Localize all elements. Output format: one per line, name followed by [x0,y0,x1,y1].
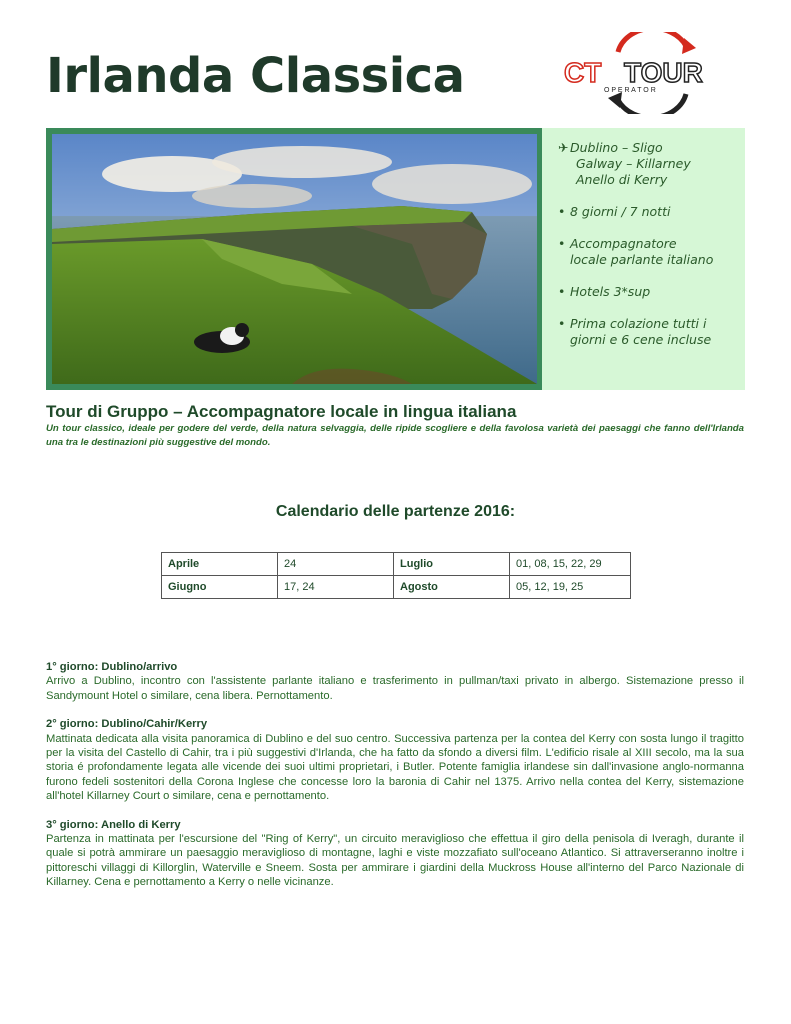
table-row [162,553,631,576]
day-title: 1° giorno: Dublino/arrivo [46,661,178,673]
table-cell: 17, 24 [278,576,394,599]
bullet-icon: • [558,236,566,251]
table-cell: 24 [278,553,394,576]
highlight-item: ✈ Dublino – Sligo Galway – Killarney Anello di Kerry [558,140,691,187]
page-title: Irlanda Classica [46,48,465,104]
bullet-icon: • [558,284,566,299]
highlights-list [560,140,740,364]
itinerary [46,660,744,904]
plane-icon: ✈ [558,140,569,155]
table-cell: Aprile [162,553,278,576]
cliffs-of-moher-photo [52,134,537,384]
itinerary-day [46,660,744,703]
ct-tour-logo [558,32,742,114]
highlight-item: • 8 giorni / 7 notti [558,204,671,219]
day-text: Mattinata dedicata alla visita panoramica di Dublino e del suo centro. Successiva partenza per la contea del Kerry con sosta lungo il tragitto per la visita del Castello di Cahir, tra i più suggestivi d'Irlanda, che ha fatto da sfondo a diversi film. L'edificio risale al XIII secolo, ma la sua storia é profondamente legata alle vicende dei suoi ultimi proprietari, i Butler. Potente famiglia irlandese sin dall'invasione anglo-normanna furono fedeli sostenitori della Corona Inglese che concesse loro la baronia di Cahir nel 1375. Arrivo nella contea del Kerry, sistemazione all'hotel Killarney Court o similare, cena e pernottamento. [46,732,744,803]
table-cell: Giugno [162,576,278,599]
calendar-title: Calendario delle partenze 2016: [275,503,516,520]
logo-tour: TOUR [624,57,703,88]
highlight-item: • Accompagnatore locale parlante italiano [558,236,714,267]
tour-intro: Un tour classico, ideale per godere del verde, della natura selvaggia, delle ripide scogliere e della favolosa varietà dei paesaggi che fanno dell'Irlanda una tra le destinazioni più suggestive del mondo. [46,423,744,448]
itinerary-day [46,818,744,890]
day-title: 3° giorno: Anello di Kerry [46,818,181,831]
logo-tagline: O P E R A T O R [604,87,656,94]
tour-heading: Tour di Gruppo – Accompagnatore locale in lingua italiana [46,402,517,421]
table-row [162,576,631,599]
day-title: 2° giorno: Dublino/Cahir/Kerry [46,718,208,731]
logo-ct: CT [564,57,602,88]
bullet-icon: • [558,204,566,219]
table-cell: Luglio [394,553,510,576]
bullet-icon: • [558,316,566,331]
itinerary-day [46,717,744,803]
highlight-item: • Hotels 3*sup [558,284,651,299]
table-cell: 01, 08, 15, 22, 29 [510,553,631,576]
day-text: Arrivo a Dublino, incontro con l'assistente parlante italiano e trasferimento in pullman/taxi privato in albergo. Sistemazione presso il Sandymount Hotel o similare, cena libera. Pernottamento. [46,675,744,702]
table-cell: 05, 12, 19, 25 [510,576,631,599]
departures-table [161,552,631,599]
table-cell: Agosto [394,576,510,599]
highlight-item: • Prima colazione tutti i giorni e 6 cene incluse [558,316,712,347]
day-text: Partenza in mattinata per l'escursione del "Ring of Kerry", un circuito meraviglioso che effettua il giro della penisola di Iveragh, durante il quale si potrà ammirare un paesaggio meraviglioso di montagne, laghi e viste mozzafiato sull'oceano Atlantico. Si attraverseranno inoltre i pittoreschi villaggi di Killorglin, Waterville e Sneem. Sosta per ammirare i giardini della Muckross House all'interno del Parco Nazionale di Killarney. Cena e pernottamento a Kerry o nelle vicinanze. [46,833,744,889]
